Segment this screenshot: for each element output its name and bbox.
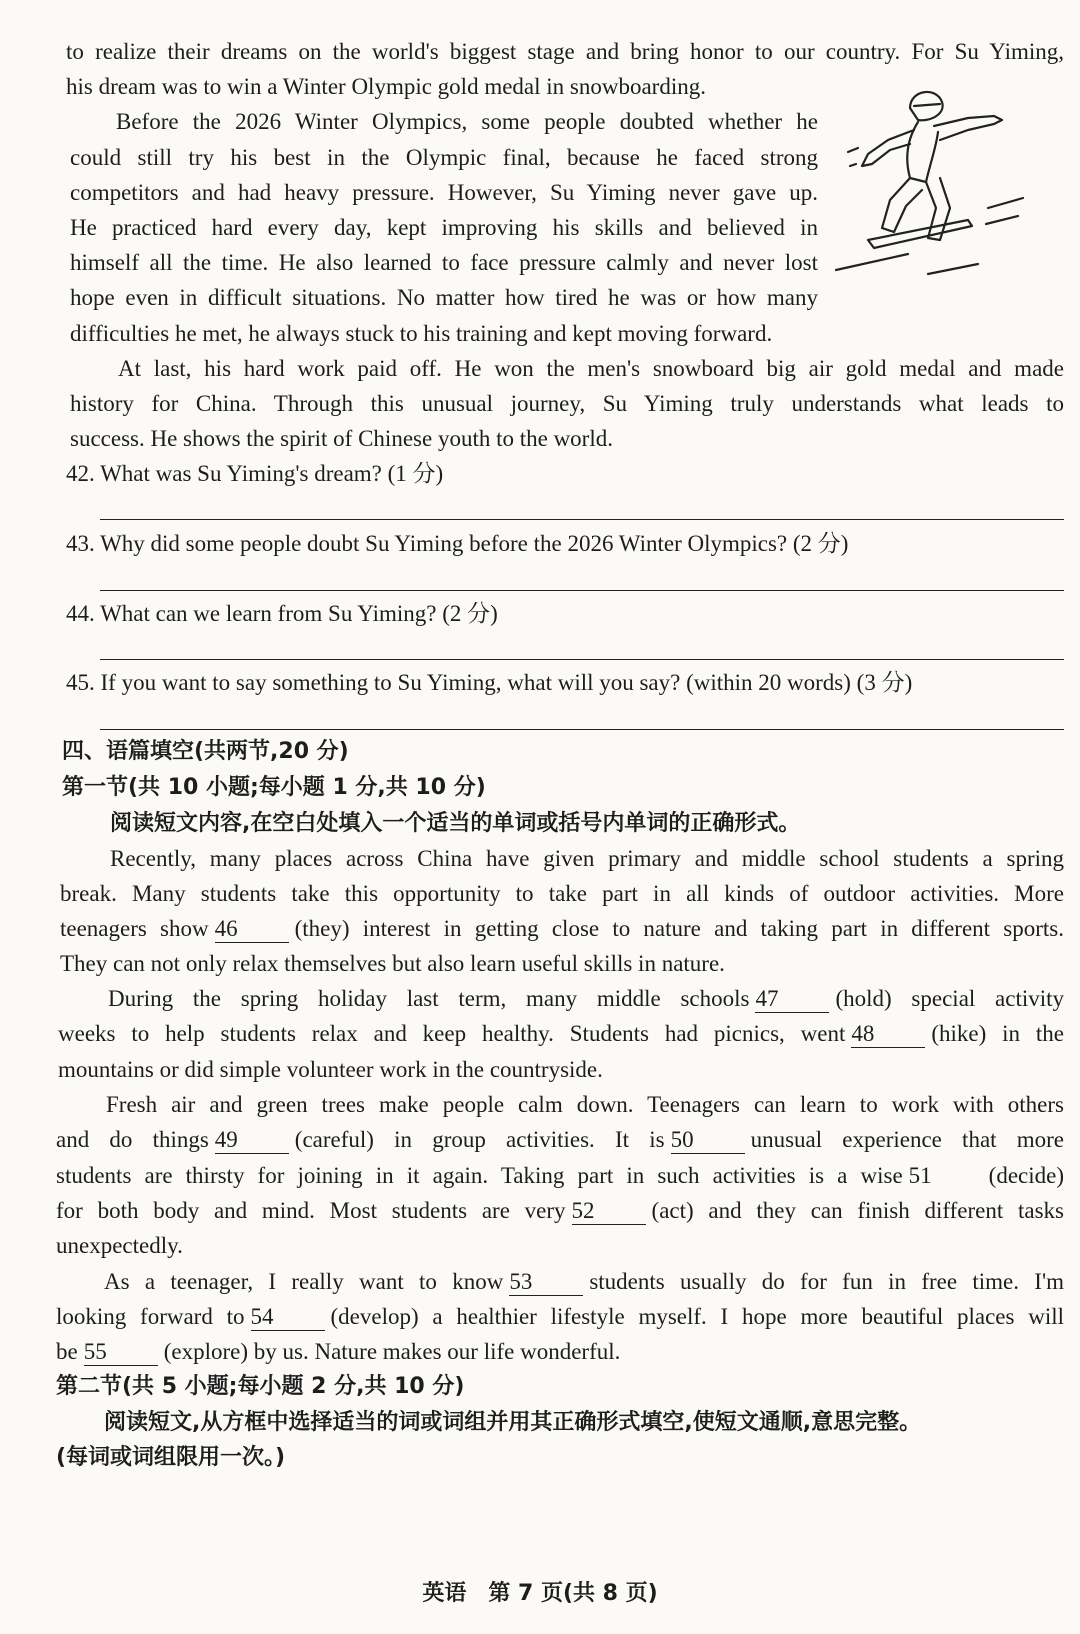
cloze-text: (careful) in group activities. It is xyxy=(294,1127,665,1152)
blank-53[interactable]: 53 xyxy=(509,1269,583,1296)
cloze-text: and do things xyxy=(56,1127,209,1152)
cloze-line xyxy=(108,981,1064,1017)
cloze-text: students are thirsty for joining in it again. Taking part in such activities is a wise xyxy=(56,1163,903,1188)
passage-line: history for China. Through this unusual journey, Su Yiming truly understands what leads to xyxy=(70,391,1064,416)
cloze-line: unexpectedly. xyxy=(56,1233,183,1258)
blank-54[interactable]: 54 xyxy=(251,1304,325,1331)
cloze-line xyxy=(104,1264,1064,1300)
cloze-text: for both body and mind. Most students are very xyxy=(56,1198,566,1223)
question-43: 43. Why did some people doubt Su Yiming before the 2026 Winter Olympics? (2 分) xyxy=(66,531,849,556)
part2-note: (每词或词组限用一次。) xyxy=(56,1445,286,1470)
blank-47[interactable]: 47 xyxy=(755,986,829,1013)
passage-line: difficulties he met, he always stuck to his training and kept moving forward. xyxy=(70,321,773,346)
blank-55[interactable]: 55 xyxy=(84,1339,158,1366)
cloze-text: (explore) by us. Nature makes our life wonderful. xyxy=(163,1339,621,1364)
blank-51[interactable]: 51 xyxy=(908,1163,932,1188)
cloze-text: (decide) xyxy=(988,1163,1064,1188)
part1-title: 第一节(共 10 小题;每小题 1 分,共 10 分) xyxy=(62,775,486,800)
cloze-text: looking forward to xyxy=(56,1304,245,1329)
answer-line-43[interactable] xyxy=(100,590,1064,591)
cloze-text: (act) and they can finish different tasks xyxy=(651,1198,1064,1223)
cloze-text: unusual experience that more xyxy=(750,1127,1064,1152)
cloze-text: (hold) special activity xyxy=(835,986,1065,1011)
blank-46[interactable]: 46 xyxy=(215,916,289,943)
answer-line-45[interactable] xyxy=(100,729,1064,730)
cloze-text: During the spring holiday last term, many middle schools xyxy=(108,986,750,1011)
cloze-text: (develop) a healthier lifestyle myself. I hope more beautiful places will xyxy=(330,1304,1064,1329)
passage-line: his dream was to win a Winter Olympic gold medal in snowboarding. xyxy=(66,74,706,99)
page-footer: 英语 第 7 页(共 8 页) xyxy=(422,1581,658,1606)
cloze-line: mountains or did simple volunteer work in the countryside. xyxy=(58,1057,603,1082)
passage-line: hope even in difficult situations. No matter how tired he was or how many xyxy=(70,285,818,310)
snowboarder-illustration xyxy=(818,78,1038,288)
section-title: 四、语篇填空(共两节,20 分) xyxy=(62,739,349,764)
passage-line: competitors and had heavy pressure. However, Su Yiming never gave up. xyxy=(70,180,818,205)
cloze-line xyxy=(60,911,1064,947)
cloze-line xyxy=(56,1158,1064,1194)
answer-line-42[interactable] xyxy=(100,519,1064,520)
cloze-line xyxy=(56,1334,1064,1370)
passage-line: Before the 2026 Winter Olympics, some people doubted whether he xyxy=(116,109,818,134)
cloze-text: weeks to help students relax and keep healthy. Students had picnics, went xyxy=(58,1021,846,1046)
cloze-text: students usually do for fun in free time. I'm xyxy=(589,1269,1064,1294)
cloze-line xyxy=(56,1122,1064,1158)
passage-line: At last, his hard work paid off. He won the men's snowboard big air gold medal and made xyxy=(118,356,1064,381)
blank-50[interactable]: 50 xyxy=(671,1127,745,1154)
blank-52[interactable]: 52 xyxy=(572,1198,646,1225)
passage-line: He practiced hard every day, kept improving his skills and believed in xyxy=(70,215,818,240)
cloze-line: They can not only relax themselves but also learn useful skills in nature. xyxy=(60,951,725,976)
cloze-line xyxy=(58,1016,1064,1052)
part2-instruction: 阅读短文,从方框中选择适当的词或词组并用其正确形式填空,使短文通顺,意思完整。 xyxy=(104,1410,922,1435)
cloze-line: Recently, many places across China have given primary and middle school students a spring xyxy=(110,846,1064,871)
passage-line: to realize their dreams on the world's biggest stage and bring honor to our country. For Su Yiming, xyxy=(66,39,1064,64)
part2-title: 第二节(共 5 小题;每小题 2 分,共 10 分) xyxy=(56,1374,465,1399)
blank-49[interactable]: 49 xyxy=(215,1127,289,1154)
cloze-text: As a teenager, I really want to know xyxy=(104,1269,504,1294)
cloze-line xyxy=(56,1299,1064,1335)
blank-48[interactable]: 48 xyxy=(851,1021,925,1048)
passage-line: himself all the time. He also learned to face pressure calmly and never lost xyxy=(70,250,818,275)
answer-line-44[interactable] xyxy=(100,659,1064,660)
cloze-text: be xyxy=(56,1339,78,1364)
cloze-text: (they) interest in getting close to nature and taking part in different sports. xyxy=(294,916,1064,941)
cloze-line: Fresh air and green trees make people calm down. Teenagers can learn to work with others xyxy=(106,1092,1064,1117)
question-44: 44. What can we learn from Su Yiming? (2 分) xyxy=(66,601,498,626)
passage-line: success. He shows the spirit of Chinese youth to the world. xyxy=(70,426,613,451)
question-42: 42. What was Su Yiming's dream? (1 分) xyxy=(66,461,444,486)
passage-line: could still try his best in the Olympic final, because he faced strong xyxy=(70,145,818,170)
cloze-line xyxy=(56,1193,1064,1229)
cloze-line: break. Many students take this opportunity to take part in all kinds of outdoor activities. More xyxy=(60,881,1064,906)
cloze-text: (hike) in the xyxy=(931,1021,1064,1046)
part1-instruction: 阅读短文内容,在空白处填入一个适当的单词或括号内单词的正确形式。 xyxy=(110,811,801,836)
question-45: 45. If you want to say something to Su Yiming, what will you say? (within 20 words) (3 分) xyxy=(66,670,913,695)
cloze-text: teenagers show xyxy=(60,916,209,941)
